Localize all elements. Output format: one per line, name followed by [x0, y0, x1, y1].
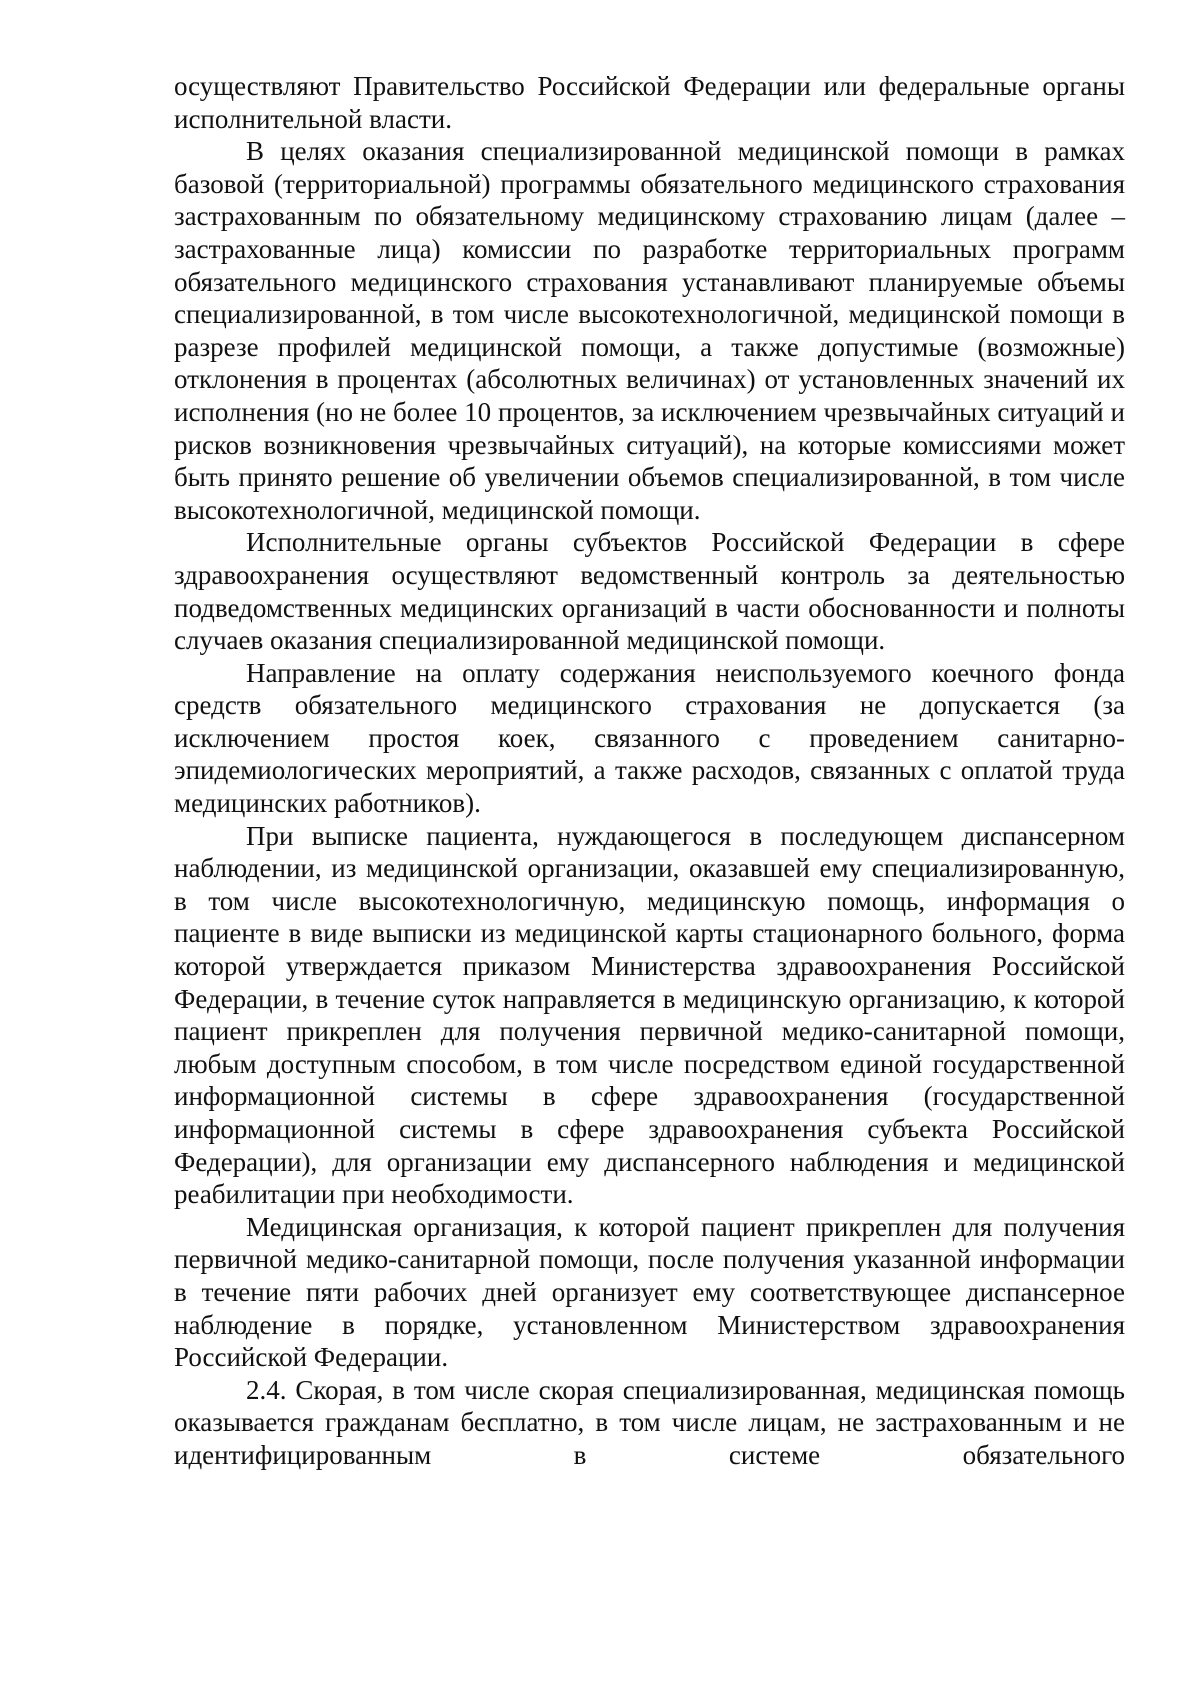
paragraph-patient-discharge: При выписке пациента, нуждающегося в последующем диспансерном наблюдении, из медицинской организации, оказавшей ему специализированную, в том числе высокотехнологичную, медицинскую помощь, информация о пациенте в виде выписки из медицинской карты стационарного больного, форма которой утверждается приказом Министерства здравоохранения Российской Федерации, в течение суток направляется в медицинскую организацию, к которой пациент прикреплен для получения первичной медико-санитарной помощи, любым доступным способом, в том числе посредством единой государственной информационной системы в сфере здравоохранения (государственной информационной системы в сфере здравоохранения субъекта Российской Федерации), для организации ему диспансерного наблюдения и медицинской реабилитации при необходимости. — [174, 820, 1125, 1210]
paragraph-bed-fund-payment: Направление на оплату содержания неиспользуемого коечного фонда средств обязательного медицинского страхования не допускается (за исключением простоя коек, связанного с проведением санитарно-эпидемиологических мероприятий, а также расходов, связанных с оплатой труда медицинских работников). — [174, 657, 1125, 819]
paragraph-departmental-control: Исполнительные органы субъектов Российской Федерации в сфере здравоохранения осуществляют ведомственный контроль за деятельностью подведомственных медицинских организаций в части обоснованности и полноты случаев оказания специализированной медицинской помощи. — [174, 527, 1125, 656]
document-body — [174, 70, 1125, 1472]
paragraph-specialized-care-volumes: В целях оказания специализированной медицинской помощи в рамках базовой (территориальной) программы обязательного медицинского страхования застрахованным по обязательному медицинскому страхованию лицам (далее – застрахованные лица) комиссии по разработке территориальных программ обязательного медицинского страхования устанавливают планируемые объемы специализированной, в том числе высокотехнологичной, медицинской помощи в разрезе профилей медицинской помощи, а также допустимые (возможные) отклонения в процентах (абсолютных величинах) от установленных значений их исполнения (но не более 10 процентов, за исключением чрезвычайных ситуаций и рисков возникновения чрезвычайных ситуаций), на которые комиссиями может быть принято решение об увеличении объемов специализированной, в том числе высокотехнологичной, медицинской помощи. — [174, 136, 1125, 525]
paragraph-dispensary-observation: Медицинская организация, к которой пациент прикреплен для получения первичной медико-санитарной помощи, после получения указанной информации в течение пяти рабочих дней организует ему соответствующее диспансерное наблюдение в порядке, установленном Министерством здравоохранения Российской Федерации. — [174, 1211, 1125, 1373]
paragraph-emergency-care: 2.4. Скорая, в том числе скорая специализированная, медицинская помощь оказывается гражданам бесплатно, в том числе лицам, не застрахованным и не идентифицированным в системе обязательного — [174, 1374, 1125, 1470]
paragraph-continuation: осуществляют Правительство Российской Федерации или федеральные органы исполнительной власти. — [174, 71, 1125, 134]
